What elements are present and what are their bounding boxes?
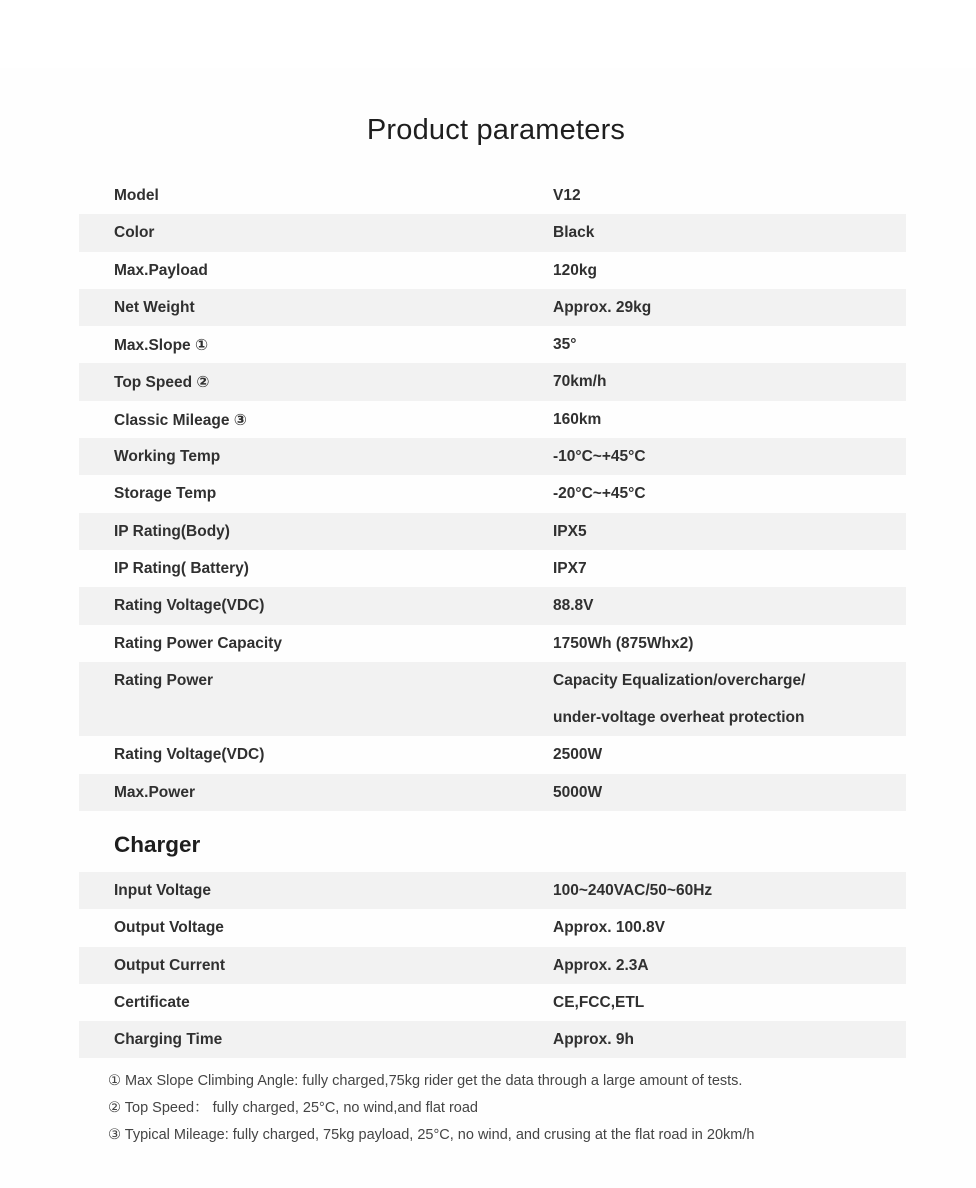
charger-value: Approx. 100.8V	[553, 919, 665, 937]
charger-row-certificate	[79, 984, 906, 1021]
spec-row-ip-rating-battery	[79, 550, 906, 587]
charger-label: Charging Time	[114, 1031, 223, 1049]
spec-row-max-slope	[79, 326, 906, 363]
spec-label: Model	[114, 187, 159, 204]
footnote-max-slope: ① Max Slope Climbing Angle: fully charged,75kg rider get the data through a large amount of tests.	[108, 1073, 743, 1089]
spec-row-max-payload	[79, 252, 906, 289]
spec-value: 88.8V	[553, 597, 594, 615]
charger-row-charging-time	[79, 1021, 906, 1058]
spec-row-ip-rating-body	[79, 513, 906, 550]
spec-label: Top Speed ②	[114, 374, 210, 392]
spec-value: IPX7	[553, 559, 587, 577]
charger-table	[79, 872, 906, 1058]
spec-value-line-1: Capacity Equalization/overcharge/	[553, 671, 806, 689]
spec-label: Rating Power	[114, 671, 214, 689]
charger-value: CE,FCC,ETL	[553, 993, 645, 1011]
spec-label: Max.Power	[114, 783, 195, 801]
spec-row-model	[79, 177, 906, 214]
spec-value: 2500W	[553, 746, 603, 764]
spec-value: Approx. 29kg	[553, 298, 652, 316]
spec-label: Rating Power Capacity	[114, 634, 282, 652]
spec-label: Max.Payload	[114, 261, 208, 279]
spec-label: IP Rating( Battery)	[114, 559, 249, 577]
spec-value: Black	[553, 224, 595, 242]
spec-value: 120kg	[553, 261, 597, 279]
spec-value: 35°	[553, 336, 577, 354]
spec-row-working-temp	[79, 438, 906, 475]
spec-label: Rating Voltage(VDC)	[114, 597, 265, 615]
spec-row-color	[79, 214, 906, 251]
spec-row-top-speed	[79, 363, 906, 400]
spec-value: 70km/h	[553, 373, 607, 391]
spec-row-rating-power-capacity	[79, 625, 906, 662]
spec-value: 5000W	[553, 783, 603, 801]
spec-value: -20°C~+45°C	[553, 485, 646, 503]
charger-row-output-current	[79, 947, 906, 984]
spec-row-rating-voltage	[79, 587, 906, 624]
spec-value-line-2: under-voltage overheat protection	[553, 709, 805, 727]
spec-label: Net Weight	[114, 298, 195, 316]
spec-row-max-power	[79, 774, 906, 811]
spec-row-rating-power	[79, 662, 906, 737]
footnote-top-speed: ② Top Speed： fully charged, 25°C, no wind,and flat road	[108, 1100, 478, 1116]
spec-value: IPX5	[553, 522, 587, 540]
footnotes	[108, 1071, 754, 1152]
spec-value: 1750Wh (875Whx2)	[553, 634, 694, 652]
spec-value: -10°C~+45°C	[553, 448, 646, 466]
spec-label: IP Rating(Body)	[114, 522, 230, 540]
spec-table	[79, 177, 906, 811]
charger-row-output-voltage	[79, 909, 906, 946]
spec-value	[553, 662, 896, 737]
spec-label: Color	[114, 224, 155, 242]
charger-label: Output Voltage	[114, 919, 224, 937]
charger-label: Output Current	[114, 956, 226, 974]
charger-label: Input Voltage	[114, 882, 212, 899]
spec-label: Classic Mileage ③	[114, 411, 247, 429]
page-title: Product parameters	[366, 114, 626, 146]
footnote-typical-mileage: ③ Typical Mileage: fully charged, 75kg payload, 25°C, no wind, and crusing at the flat road in 20km/h	[108, 1127, 755, 1143]
charger-value: 100~240VAC/50~60Hz	[553, 882, 713, 899]
spec-label: Rating Voltage(VDC)	[114, 746, 265, 764]
spec-value: V12	[553, 187, 581, 204]
spec-row-storage-temp	[79, 475, 906, 512]
spec-row-net-weight	[79, 289, 906, 326]
spec-row-classic-mileage	[79, 401, 906, 438]
spec-value: 160km	[553, 410, 602, 428]
charger-value: Approx. 2.3A	[553, 956, 649, 974]
spec-label: Max.Slope ①	[114, 337, 209, 355]
spec-label: Working Temp	[114, 448, 221, 466]
charger-heading: Charger	[114, 832, 201, 857]
charger-value: Approx. 9h	[553, 1031, 634, 1049]
spec-row-rated-power	[79, 736, 906, 773]
spec-label: Storage Temp	[114, 485, 217, 503]
charger-row-input-voltage	[79, 872, 906, 909]
charger-label: Certificate	[114, 993, 190, 1011]
